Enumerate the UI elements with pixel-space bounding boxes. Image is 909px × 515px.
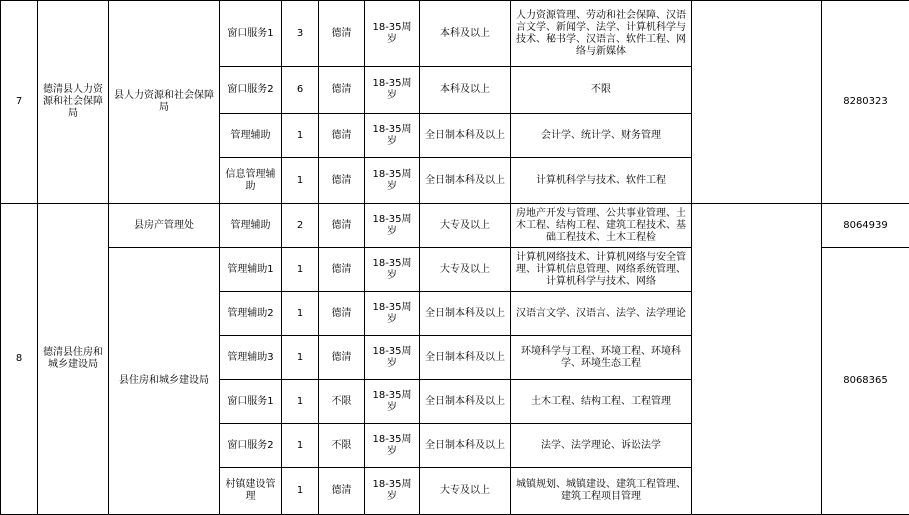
edu-cell: 全日制本科及以上 <box>420 114 511 158</box>
age-cell: 18-35周岁 <box>365 292 420 336</box>
edu-cell: 全日制本科及以上 <box>420 336 511 380</box>
major-cell: 汉语言文学、汉语言、法学、法学理论 <box>511 292 692 336</box>
major-cell: 土木工程、结构工程、工程管理 <box>511 380 692 424</box>
unit-cell: 县房产管理处 <box>109 204 220 248</box>
table-row <box>1 1 909 67</box>
post-cell: 信息管理辅助 <box>220 158 282 204</box>
age-cell: 18-35周岁 <box>365 380 420 424</box>
age-cell: 18-35周岁 <box>365 114 420 158</box>
place-cell: 德清 <box>319 468 365 515</box>
major-cell: 人力资源管理、劳动和社会保障、汉语言文学、新闻学、法学、计算机科学与技术、秘书学、汉语言、软件工程、网络与新媒体 <box>511 1 692 67</box>
post-cell: 管理辅助 <box>220 204 282 248</box>
age-cell: 18-35周岁 <box>365 204 420 248</box>
edu-cell: 全日制本科及以上 <box>420 380 511 424</box>
age-cell: 18-35周岁 <box>365 424 420 468</box>
post-cell: 窗口服务1 <box>220 1 282 67</box>
num-cell: 1 <box>282 380 319 424</box>
post-cell: 管理辅助1 <box>220 248 282 292</box>
seq-cell: 7 <box>1 1 38 204</box>
num-cell: 1 <box>282 336 319 380</box>
edu-cell: 大专及以上 <box>420 204 511 248</box>
num-cell: 6 <box>282 67 319 114</box>
num-cell: 1 <box>282 424 319 468</box>
empty-cell <box>692 204 822 515</box>
place-cell: 不限 <box>319 424 365 468</box>
edu-cell: 全日制本科及以上 <box>420 292 511 336</box>
dept-cell: 德清县住房和城乡建设局 <box>38 204 109 515</box>
num-cell: 1 <box>282 248 319 292</box>
place-cell: 德清 <box>319 292 365 336</box>
post-cell: 窗口服务2 <box>220 67 282 114</box>
edu-cell: 全日制本科及以上 <box>420 158 511 204</box>
num-cell: 1 <box>282 114 319 158</box>
place-cell: 德清 <box>319 114 365 158</box>
post-cell: 窗口服务2 <box>220 424 282 468</box>
post-cell: 管理辅助2 <box>220 292 282 336</box>
place-cell: 德清 <box>319 204 365 248</box>
place-cell: 不限 <box>319 380 365 424</box>
major-cell: 不限 <box>511 67 692 114</box>
age-cell: 18-35周岁 <box>365 67 420 114</box>
edu-cell: 本科及以上 <box>420 1 511 67</box>
place-cell: 德清 <box>319 158 365 204</box>
major-cell: 法学、法学理论、诉讼法学 <box>511 424 692 468</box>
edu-cell: 全日制本科及以上 <box>420 424 511 468</box>
edu-cell: 大专及以上 <box>420 468 511 515</box>
empty-cell <box>692 1 822 204</box>
num-cell: 1 <box>282 158 319 204</box>
num-cell: 3 <box>282 1 319 67</box>
num-cell: 1 <box>282 468 319 515</box>
dept-cell: 德清县人力资源和社会保障局 <box>38 1 109 204</box>
age-cell: 18-35周岁 <box>365 248 420 292</box>
unit-cell: 县人力资源和社会保障局 <box>109 1 220 204</box>
major-cell: 会计学、统计学、财务管理 <box>511 114 692 158</box>
major-cell: 环境科学与工程、环境工程、环境科学、环境生态工程 <box>511 336 692 380</box>
place-cell: 德清 <box>319 336 365 380</box>
edu-cell: 本科及以上 <box>420 67 511 114</box>
major-cell: 房地产开发与管理、公共事业管理、土木工程、结构工程、建筑工程技术、基础工程技术、土木工程检 <box>511 204 692 248</box>
major-cell: 计算机科学与技术、软件工程 <box>511 158 692 204</box>
seq-cell: 8 <box>1 204 38 515</box>
phone-cell: 8068365 <box>822 248 909 515</box>
post-cell: 窗口服务1 <box>220 380 282 424</box>
age-cell: 18-35周岁 <box>365 158 420 204</box>
phone-cell: 8280323 <box>822 1 909 204</box>
major-cell: 计算机网络技术、计算机网络与安全管理、计算机信息管理、网络系统管理、计算机科学与技术、网络 <box>511 248 692 292</box>
major-cell: 城镇规划、城镇建设、建筑工程管理、建筑工程项目管理 <box>511 468 692 515</box>
place-cell: 德清 <box>319 248 365 292</box>
post-cell: 管理辅助3 <box>220 336 282 380</box>
age-cell: 18-35周岁 <box>365 1 420 67</box>
place-cell: 德清 <box>319 1 365 67</box>
age-cell: 18-35周岁 <box>365 468 420 515</box>
age-cell: 18-35周岁 <box>365 336 420 380</box>
num-cell: 2 <box>282 204 319 248</box>
unit-cell: 县住房和城乡建设局 <box>109 248 220 515</box>
place-cell: 德清 <box>319 67 365 114</box>
post-cell: 管理辅助 <box>220 114 282 158</box>
edu-cell: 大专及以上 <box>420 248 511 292</box>
post-cell: 村镇建设管理 <box>220 468 282 515</box>
phone-cell: 8064939 <box>822 204 909 248</box>
num-cell: 1 <box>282 292 319 336</box>
table-row <box>1 204 909 248</box>
